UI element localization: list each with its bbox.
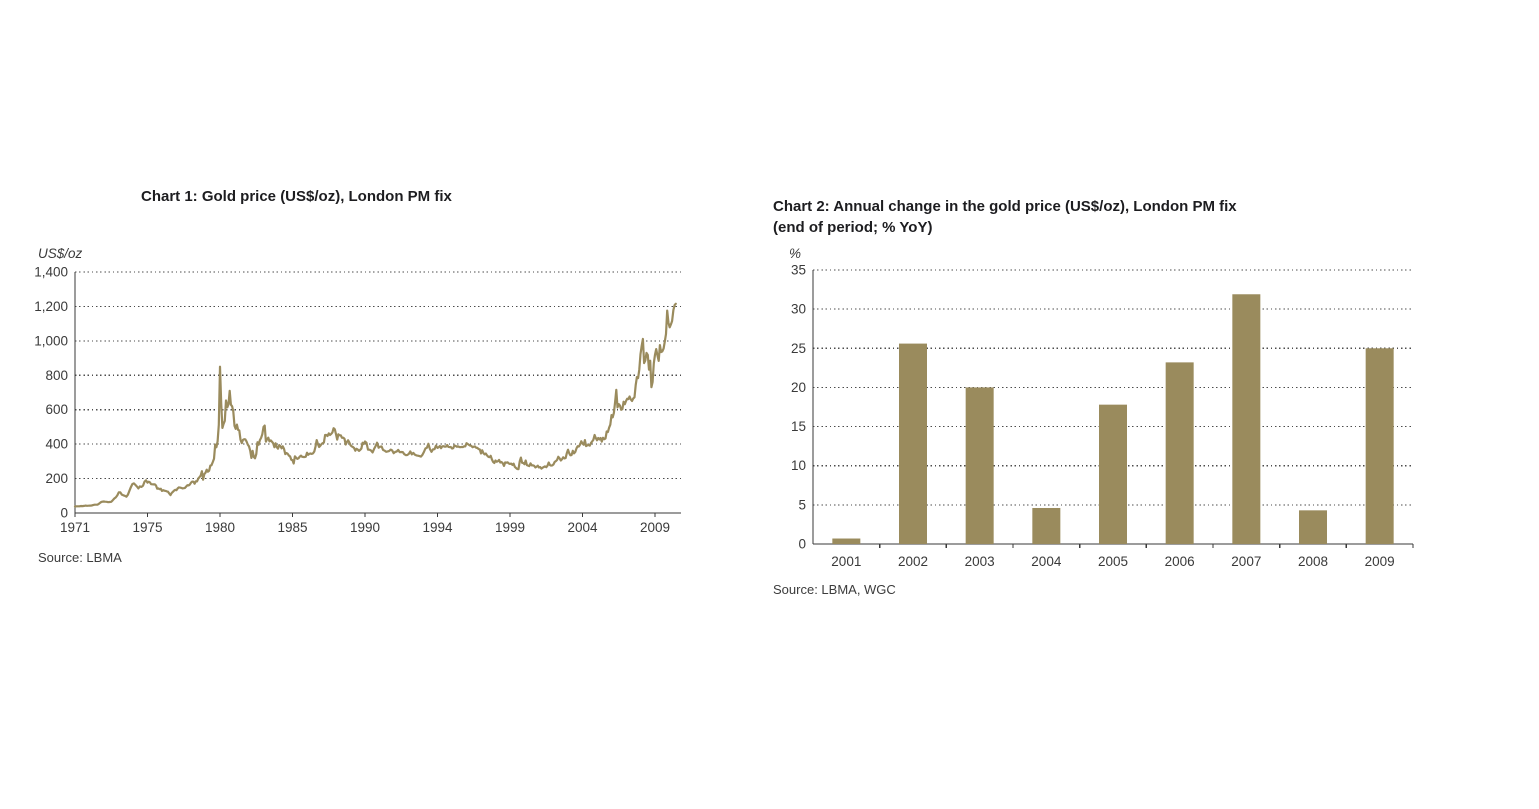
chart2-bar: [899, 344, 927, 544]
chart2-bar: [832, 539, 860, 544]
chart1-x-tick-label: 1971: [59, 520, 91, 535]
chart2-bar: [966, 387, 994, 544]
chart1-x-tick-label: 2009: [639, 520, 671, 535]
chart2-x-tick-label: 2003: [964, 554, 995, 569]
chart2-y-tick-label: 10: [790, 458, 806, 474]
chart2-y-tick-label: 20: [790, 379, 806, 395]
chart2-y-tick-label: 5: [798, 497, 806, 513]
chart2-x-tick-label: 2004: [1031, 554, 1062, 569]
chart1-y-tick-label: 200: [45, 471, 68, 487]
chart2-y-tick-label: 15: [790, 419, 806, 435]
chart1-x-tick-label: 1985: [277, 520, 308, 535]
chart2-y-tick-label: 30: [790, 301, 806, 317]
chart1-source: Source: LBMA: [38, 550, 122, 565]
chart2-y-tick-label: 0: [798, 536, 806, 552]
chart2-bar: [1032, 508, 1060, 544]
chart2-bar: [1166, 362, 1194, 544]
chart2-title-line2: (end of period; % YoY): [773, 219, 933, 236]
chart1-y-tick-label: 800: [45, 367, 68, 383]
chart2-x-tick-label: 2001: [831, 554, 862, 569]
chart1-y-tick-label: 0: [60, 505, 68, 521]
chart2-x-tick-label: 2009: [1364, 554, 1395, 569]
chart2-y-tick-label: 35: [790, 262, 806, 278]
chart1-y-tick-label: 1,400: [34, 264, 68, 280]
chart1-y-tick-label: 400: [45, 436, 68, 452]
chart1-x-tick-label: 1994: [422, 520, 453, 535]
chart1-x-tick-label: 1975: [132, 520, 163, 535]
chart2-x-tick-label: 2005: [1097, 554, 1129, 569]
chart2-bar: [1232, 294, 1260, 544]
chart2-title-line1: Chart 2: Annual change in the gold price (US$/oz), London PM fix: [773, 198, 1237, 215]
chart1-x-tick-label: 1980: [204, 520, 236, 535]
chart1-y-unit-label: US$/oz: [38, 246, 83, 261]
chart2-x-tick-label: 2008: [1297, 554, 1329, 569]
chart1-y-tick-label: 1,200: [34, 298, 68, 314]
chart2-source: Source: LBMA, WGC: [773, 582, 896, 597]
chart1-x-tick-label: 1999: [494, 520, 526, 535]
chart2-y-tick-label: 25: [790, 340, 806, 356]
chart1-x-tick-label: 2004: [567, 520, 598, 535]
chart1-x-tick-label: 1990: [349, 520, 381, 535]
gold-price-line: [75, 304, 676, 507]
chart2-x-tick-label: 2006: [1164, 554, 1195, 569]
chart2-bar: [1299, 510, 1327, 544]
chart2-bar: [1099, 405, 1127, 544]
chart2-y-unit-label: %: [789, 246, 802, 261]
chart2-x-tick-label: 2002: [897, 554, 929, 569]
chart1-y-tick-label: 1,000: [34, 333, 68, 349]
chart1-y-tick-label: 600: [45, 402, 68, 418]
chart2-bar: [1366, 348, 1394, 544]
chart2-x-tick-label: 2007: [1231, 554, 1262, 569]
chart1-title: Chart 1: Gold price (US$/oz), London PM fix: [141, 188, 452, 205]
